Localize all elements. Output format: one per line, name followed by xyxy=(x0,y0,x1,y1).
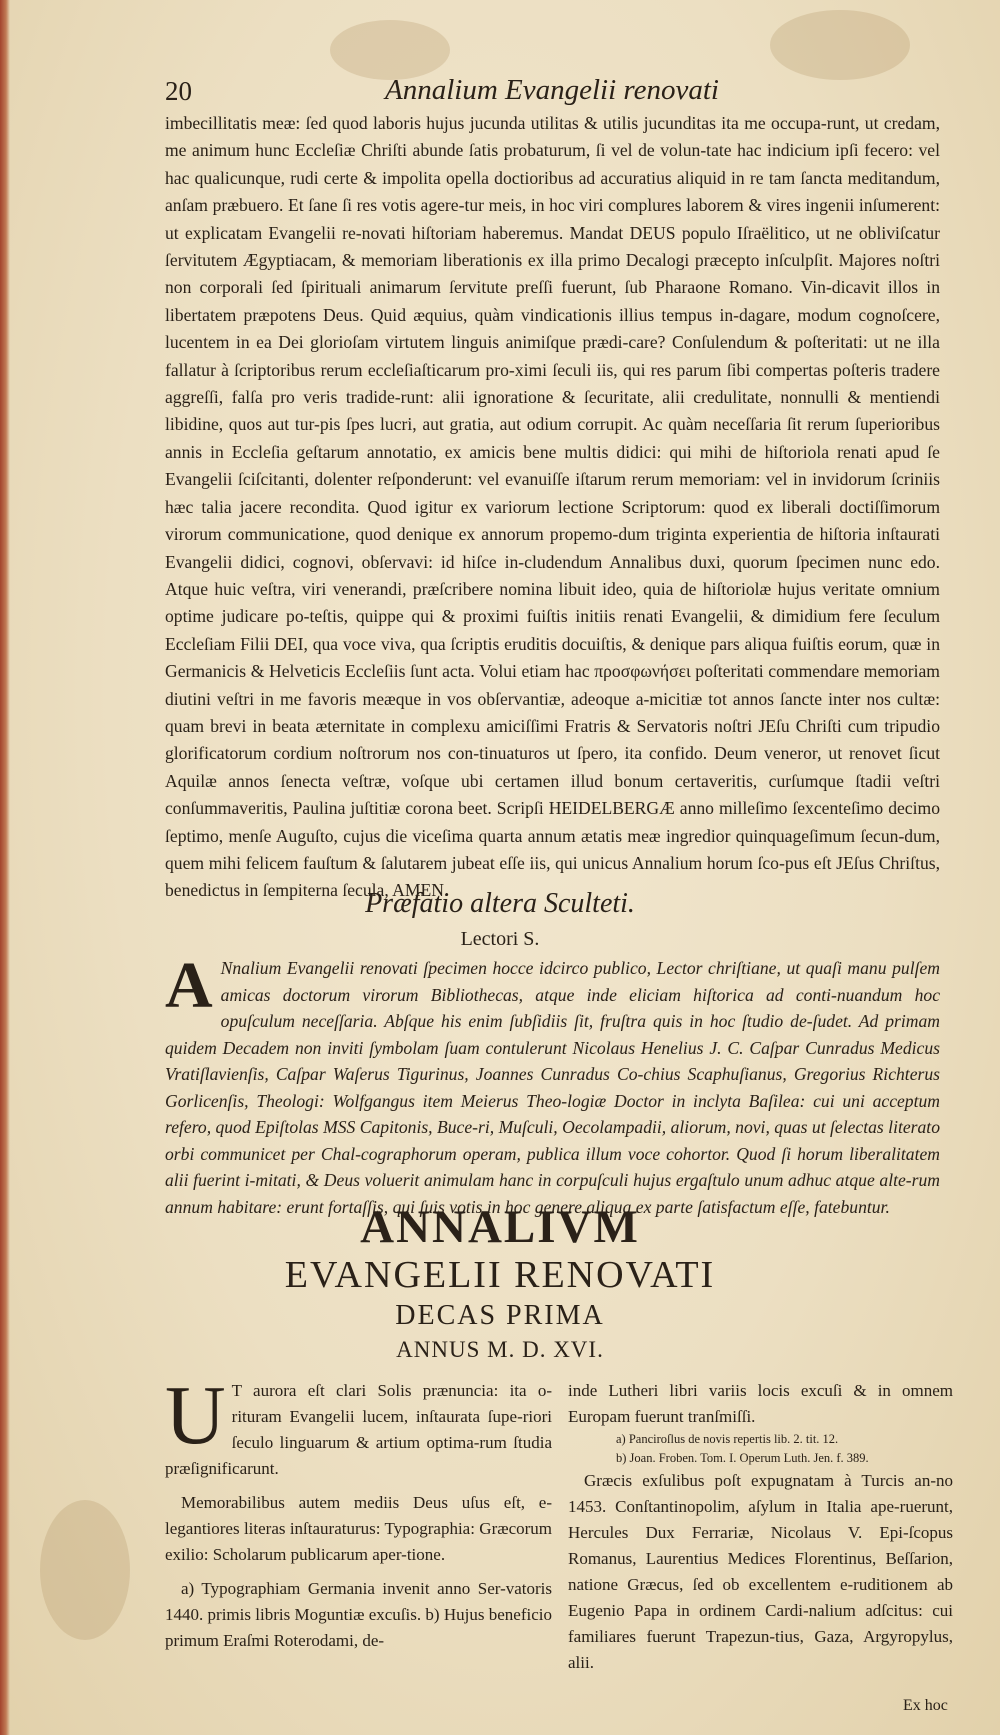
page-header xyxy=(165,76,935,114)
left-paragraph: Memorabilibus autem mediis Deus uſus eſt, e-legantiores literas inſtauraturus: Typographia: Græcorum exilio: Scholarum publicarum aper-tione. xyxy=(165,1493,552,1564)
dedication-text: imbecillitatis meæ: ſed quod laboris hujus jucunda utilitas & utilis jucunditas ita me occupa-runt, ut credam, me animum hunc Eccleſiæ Chriſti abunde ſatis probaturum, ſi vel de volun-tate hac indicium ipſi fecero: vel hac qualicunque, rudi certe & impolita opella doctioribus ad accuratius aliquid in re tam ſancta meditandum, anſam præbuero. Et ſane ſi res votis agere-tur meis, in hoc viri complures laborem & vires ingenii inſumerent: ut explicatam Evangelii re-novati hiſtoriam haberemus. Mandat DEUS populo Iſraëlitico, ut ne obliviſcatur ſervitutem Ægyptiacam, & memoriam liberationis ex illa primo Decalogi præcepto inſculpſit. Majores noſtri non corporali ſed ſpirituali animarum ſervitute preſſi fuerunt, ſub Pharaone Romano. Vin-dicavit illos in libertatem præpotens Deus. Quid æquius, quàm vindicationis illius tempus in-dagare, modum cognoſcere, lucentem in ea Dei glorioſam virtutem linguis animiſque prædi-care? Conſulendum & poſteritati: ut ne illa fallatur à ſcriptoribus rerum eccleſiaſticarum pro-ximi ſeculi iis, qui res parum ſibi compertas poſteris tradere aggreſſi, falſa pro veris tradide-runt: alii ignoratione & ſecuritate, alii credulitate, nonnulli & mentiendi libidine, quos aut tur-pis ſpes lucri, aut gratia, aut odium corrupit. Ac quàm neceſſaria ſit rerum ſuperioribus annis in Eccleſia geſtarum annotatio, ex amicis bene multis didici: qui mihi de hiſtoriola renati apud ſe Evangelii ſciſcitanti, dolenter reſponderunt: vel evanuiſſe iſtarum rerum memoriam: vel in invidorum ſcriniis hæc talia jacere recondita. Quod igitur ex variorum lectione Scriptorum: quod ex liberali doctiſſimorum virorum communicatione, quod denique ex annorum propemo-dum triginta experientia de hiſtoria inſtaurati Evangelii didici, cognovi, obſervavi: id hiſce in-cludendum Annalibus duxi, quorum ſpecimen nunc edo. Atque huic veſtra, viri venerandi, præſcribere nomina libuit ideo, quia de hiſtoriolæ hujus veritate omnium optime judicare po-teſtis, quippe qui & proximi fuiſtis initiis renati Evangelii, & dimidium fere ſeculum Eccleſiam Filii DEI, qua voce viva, qua ſcriptis eruditis docuiſtis, & denique pars aliqua fuiſtis eorum, quæ in Germanicis & Helveticis Eccleſiis ſunt acta. Volui etiam hac προσφωνήσει poſteritati commendare memoriam diutini veſtri in me favoris meæque in vos obſervantiæ, adeoque a-micitiæ tot annos ſancte inter nos cultæ: quam brevi in beata æternitate in complexu amiciſſimi Fratris & Servatoris noſtri JEſu Chriſti cum tripudio glorificatorum cordium noſtrorum nos con-tinuaturos ut ſpero, ita confido. Deum veneror, ut renovet ſicut Aquilæ annos ſenecta veſtræ, voſque ubi certamen illud bonum certaveritis, curſumque ſtadii veſtri conſummaveritis, Paulina juſtitiæ corona beet. Scripſi HEIDELBERGÆ anno milleſimo ſexcenteſimo decimo ſeptimo, menſe Auguſto, cujus die viceſima quarta annum ætatis meæ ingredior quinquageſimum ſecun-dum, quem mihi felicem fauſtum & ſalutarem jubeat eſſe iis, qui unicus Annalium horum ſco-pus eſt JEſus Chriſtus, benedictus in ſempiterna ſecula, AMEN. xyxy=(165,113,940,901)
left-column xyxy=(165,1369,552,1662)
running-title: Annalium Evangelii renovati xyxy=(385,74,719,106)
preface-text xyxy=(165,949,940,1220)
foxing-stain xyxy=(330,20,450,80)
chapter-dropcap: U xyxy=(165,1369,226,1462)
annals-subtitle: EVANGELII RENOVATI xyxy=(284,1254,716,1296)
annals-title: ANNALIVM xyxy=(360,1201,640,1253)
right-paragraph: Græcis exſulibus poſt expugnatam à Turcis an-no 1453. Conſtantinopolim, aſylum in Italia ape-ruerunt, Hercules Dux Ferrariæ, Nicolaus V. Epi-ſcopus Romanus, Laurentius Medices Florentinus, Beſſarion, natione Græcus, ſed ob excellentem e-ruditionem ab Eugenio Papa in ordinem Cardi-nalium adſcitus: cui familiares fuerunt Trapezun-tius, Gaza, Argyropylus, alii. xyxy=(568,1471,953,1672)
year-label: ANNUS M. D. XVI. xyxy=(396,1337,604,1362)
foxing-stain xyxy=(40,1500,130,1640)
left-paragraph: a) Typographiam Germania invenit anno Ser-vatoris 1440. primis libris Moguntiæ excuſis. b) Hujus beneficio primum Eraſmi Roterodami, de- xyxy=(165,1579,552,1650)
foxing-stain xyxy=(770,10,910,80)
preface-heading: Præfatio altera Sculteti. xyxy=(365,888,635,919)
footnote-a: a) Panciroſlus de novis repertis lib. 2. tit. 12. xyxy=(616,1432,839,1446)
catchword: Ex hoc xyxy=(903,1697,948,1714)
right-paragraph: inde Lutheri libri variis locis excuſi & in omnem Europam fuerunt tranſmiſſi. xyxy=(568,1381,953,1426)
decade-label: DECAS PRIMA xyxy=(395,1300,605,1331)
right-column xyxy=(568,1378,953,1676)
preface-dropcap: A xyxy=(165,949,213,1022)
page-number: 20 xyxy=(165,76,192,106)
left-paragraph-text: T aurora eſt clari Solis prænuncia: ita o-rituram Evangelii lucem, inſtaurata ſupe-riori ſeculo linguarum & artium optima-rum ſtudia præſignificarunt. xyxy=(165,1381,552,1478)
preface-body: Nnalium Evangelii renovati ſpecimen hocce idcirco publico, Lector chriſtiane, ut quaſi manu pulſem amicas doctorum virorum Bibliothecas, atque inde eliciam hiſtorica ad conti-nuandum hoc opuſculum neceſſaria. Abſque his enim ſubſidiis ſit, fruſtra quis in hoc ſtudio de-ſudet. Ad primam quidem Decadem non inviti ſymbolam ſuam contulerunt Nicolaus Henelius J. C. Caſpar Cunradus Medicus Vratiſlavienſis, Caſpar Waſerus Tigurinus, Joannes Cunradus Co-chius Scaphuſianus, Gregorius Richterus Gorlicenſis, Theologi: Wolfgangus item Meierus Theo-logiæ Doctor in inclyta Baſilea: cui uni acceptum refero, quod Epiſtolas MSS Capitonis, Buce-ri, Muſculi, Oecolampadii, aliorum, novi, quas ut ſelectas literato orbi communicet per Chal-cographorum operam, publica illum voce cohortor. Quod ſi horum liberalitatem alii fuerint i-mitati, & Deus voluerit animulam hanc in corpuſculi hujus ergaſtulo unum adhuc atque alte-rum annum habitare: erunt fortaſſis, qui ſuis votis in hoc genere aliqua ex parte ſatisfactum eſſe, fatebuntur. xyxy=(165,958,940,1217)
preface-address: Lectori S. xyxy=(460,928,540,950)
footnote-b: b) Joan. Froben. Tom. I. Operum Luth. Jen. f. 389. xyxy=(616,1451,869,1465)
left-paragraph xyxy=(165,1369,552,1482)
